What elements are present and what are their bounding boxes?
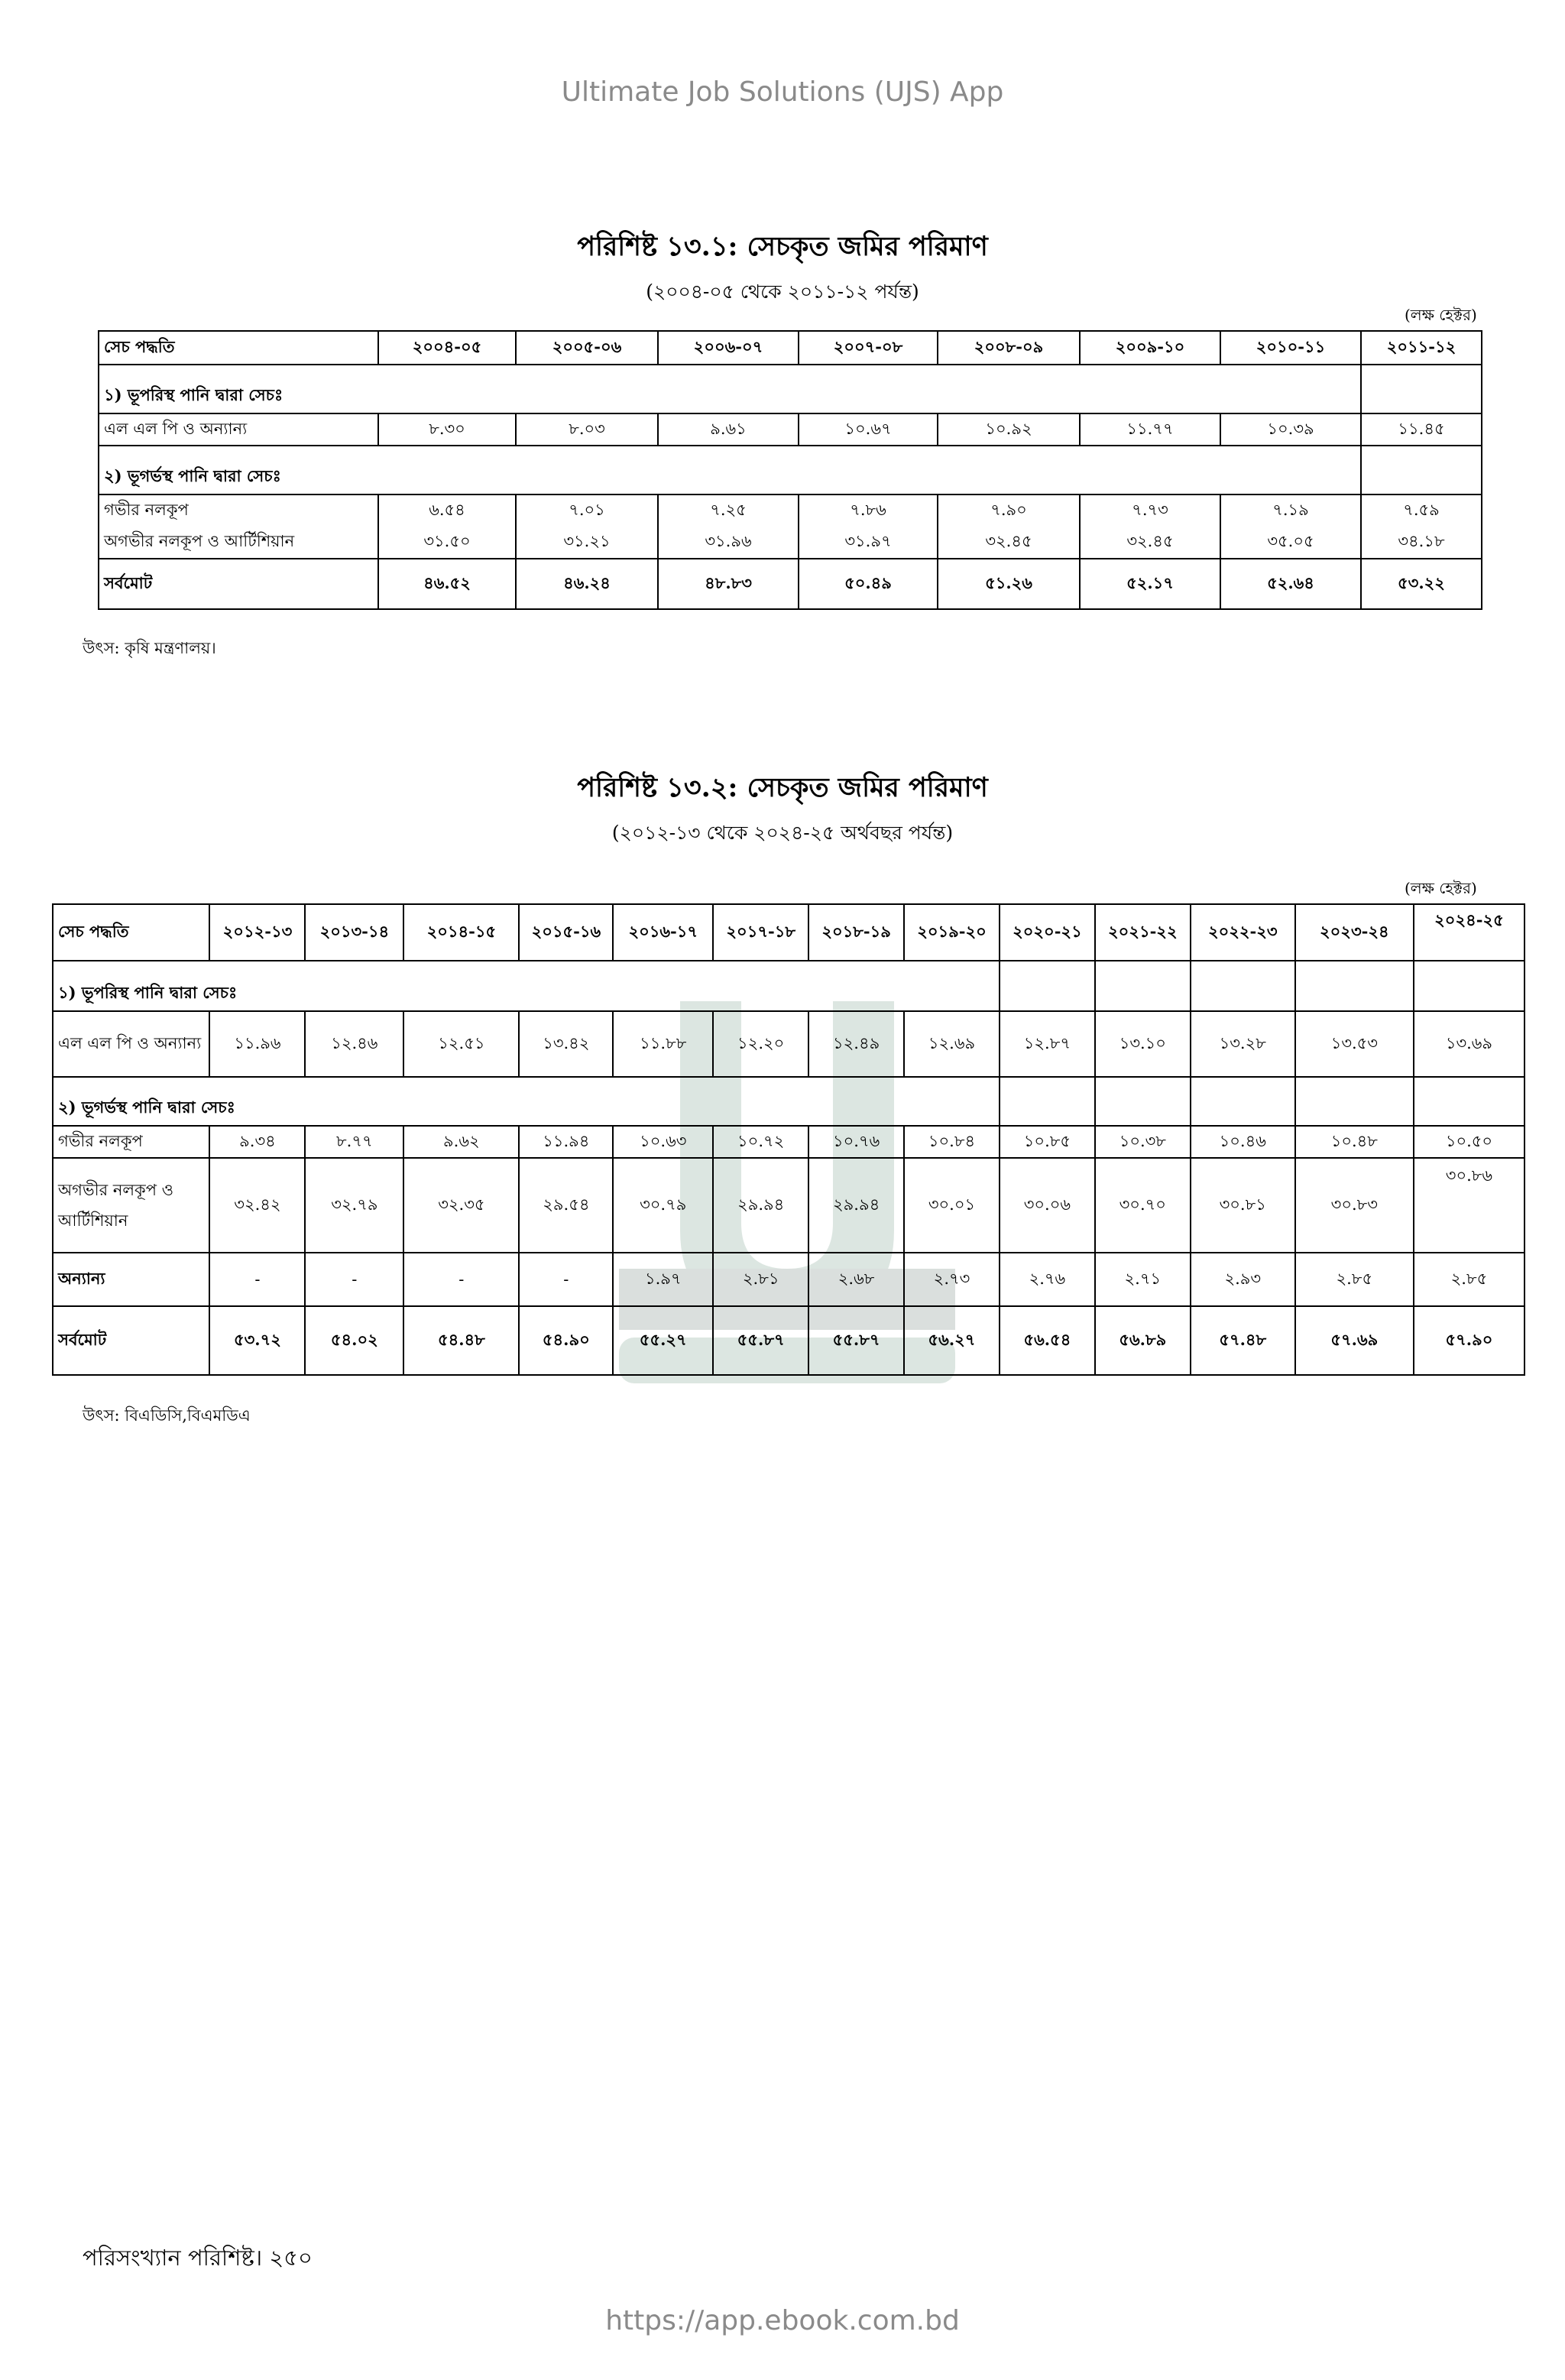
table-cell: ৪৮.৮৩ bbox=[658, 559, 799, 609]
table-cell: ২৯.৫৪ bbox=[519, 1158, 613, 1253]
year-header: ২০১২-১৩ bbox=[209, 904, 305, 961]
table1-header-label: সেচ পদ্ধতি bbox=[99, 331, 378, 365]
table-cell: ৩২.৪২ bbox=[209, 1158, 305, 1253]
table-cell: ৩০.০১ bbox=[904, 1158, 1000, 1253]
table-cell: ৭.৫৯ bbox=[1361, 494, 1482, 527]
table-cell: ৭.১৯ bbox=[1220, 494, 1361, 527]
table1-unit: (লক্ষ হেক্টর) bbox=[1405, 306, 1477, 324]
row-label: গভীর নলকূপ bbox=[53, 1126, 209, 1158]
table-cell: ৩০.৮৬ bbox=[1414, 1158, 1524, 1253]
table-cell: ১২.৪৯ bbox=[808, 1011, 904, 1077]
row-label: এল এল পি ও অন্যান্য bbox=[53, 1011, 209, 1077]
row-label: অন্যান্য bbox=[53, 1253, 209, 1306]
table-cell: ২.৮১ bbox=[713, 1253, 808, 1306]
table-cell: ১০.৩৮ bbox=[1095, 1126, 1191, 1158]
empty-cell bbox=[1095, 1077, 1191, 1126]
table1-row-total bbox=[99, 559, 1482, 609]
table-cell: ৫৫.৮৭ bbox=[713, 1306, 808, 1375]
table-cell: ১১.৭৭ bbox=[1080, 413, 1220, 446]
table1-header-row bbox=[99, 331, 1482, 365]
table-cell: ৫৪.৪৮ bbox=[403, 1306, 519, 1375]
table2-section2-row bbox=[53, 1077, 1524, 1126]
table2-row-lpp bbox=[53, 1011, 1524, 1077]
table-cell: ৯.৬১ bbox=[658, 413, 799, 446]
table-cell: ১০.৯২ bbox=[938, 413, 1080, 446]
year-header: ২০২৩-২৪ bbox=[1295, 904, 1414, 961]
table2-section1-row bbox=[53, 961, 1524, 1011]
table2-section1-label: ১) ভূপরিস্থ পানি দ্বারা সেচঃ bbox=[53, 961, 1000, 1011]
table-cell: ৩১.৯৭ bbox=[799, 527, 938, 559]
table1-section2-row bbox=[99, 446, 1482, 494]
table-cell: ৫২.৬৪ bbox=[1220, 559, 1361, 609]
year-header: ২০১০-১১ bbox=[1220, 331, 1361, 365]
table1-section1-label: ১) ভূপরিস্থ পানি দ্বারা সেচঃ bbox=[99, 365, 1361, 413]
table2-header-label: সেচ পদ্ধতি bbox=[53, 904, 209, 961]
table2 bbox=[52, 903, 1525, 1376]
table-cell: ৭.৯০ bbox=[938, 494, 1080, 527]
table-cell: ৫৭.৯০ bbox=[1414, 1306, 1524, 1375]
year-header: ২০১৩-১৪ bbox=[305, 904, 403, 961]
table-cell: ৫৫.৮৭ bbox=[808, 1306, 904, 1375]
table-cell: ৭.৭৩ bbox=[1080, 494, 1220, 527]
row-label: সর্বমোট bbox=[53, 1306, 209, 1375]
year-header: ২০২২-২৩ bbox=[1191, 904, 1295, 961]
year-header: ২০০৯-১০ bbox=[1080, 331, 1220, 365]
table-cell: ৯.৩৪ bbox=[209, 1126, 305, 1158]
year-header: ২০২১-২২ bbox=[1095, 904, 1191, 961]
year-header: ২০১৫-১৬ bbox=[519, 904, 613, 961]
table-cell: ৭.৮৬ bbox=[799, 494, 938, 527]
table-cell: ১১.৪৫ bbox=[1361, 413, 1482, 446]
table-cell: ৩১.২১ bbox=[516, 527, 658, 559]
table-cell: ৩০.৮১ bbox=[1191, 1158, 1295, 1253]
table-cell: ৩৪.১৮ bbox=[1361, 527, 1482, 559]
table-cell: ৫৬.৫৪ bbox=[1000, 1306, 1095, 1375]
table1-source: উৎস: কৃষি মন্ত্রণালয়। bbox=[83, 639, 216, 657]
table1-subtitle: (২০০৪-০৫ থেকে ২০১১-১২ পর্যন্ত) bbox=[646, 280, 919, 303]
table-cell: ১০.৪৮ bbox=[1295, 1126, 1414, 1158]
empty-cell bbox=[1414, 961, 1524, 1011]
table-cell: ৩২.৪৫ bbox=[938, 527, 1080, 559]
year-header: ২০১৮-১৯ bbox=[808, 904, 904, 961]
table-cell: ১০.৮৪ bbox=[904, 1126, 1000, 1158]
year-header: ২০১১-১২ bbox=[1361, 331, 1482, 365]
table-cell: ১০.৪৬ bbox=[1191, 1126, 1295, 1158]
table-cell: ২.৭১ bbox=[1095, 1253, 1191, 1306]
year-header: ২০০৬-০৭ bbox=[658, 331, 799, 365]
year-header: ২০০৮-০৯ bbox=[938, 331, 1080, 365]
table-cell: ১১.৯৪ bbox=[519, 1126, 613, 1158]
table-cell: ৩১.৫০ bbox=[378, 527, 516, 559]
table2-row-total bbox=[53, 1306, 1524, 1375]
table-cell: ১২.৮৭ bbox=[1000, 1011, 1095, 1077]
table-cell: ৩০.৭০ bbox=[1095, 1158, 1191, 1253]
table-cell: ১২.৫১ bbox=[403, 1011, 519, 1077]
table-cell: ৭.০১ bbox=[516, 494, 658, 527]
row-label: এল এল পি ও অন্যান্য bbox=[99, 413, 378, 446]
table2-unit: (লক্ষ হেক্টর) bbox=[1405, 879, 1477, 897]
table2-title: পরিশিষ্ট ১৩.২: সেচকৃত জমির পরিমাণ bbox=[577, 772, 988, 803]
table-cell: ২৯.৯৪ bbox=[808, 1158, 904, 1253]
table-cell: ৩১.৯৬ bbox=[658, 527, 799, 559]
table-cell: ৩০.৭৯ bbox=[613, 1158, 713, 1253]
table2-row-other bbox=[53, 1253, 1524, 1306]
table-cell: ১২.৬৯ bbox=[904, 1011, 1000, 1077]
table1-section1-row bbox=[99, 365, 1482, 413]
table2-row-shallow bbox=[53, 1158, 1524, 1253]
year-header: ২০০৪-০৫ bbox=[378, 331, 516, 365]
table-cell: ১০.৮৫ bbox=[1000, 1126, 1095, 1158]
table-cell: ১০.৩৯ bbox=[1220, 413, 1361, 446]
table-cell: ৫২.১৭ bbox=[1080, 559, 1220, 609]
table-cell: ৫৪.০২ bbox=[305, 1306, 403, 1375]
table-cell: ৪৬.২৪ bbox=[516, 559, 658, 609]
table-cell: ৩০.০৬ bbox=[1000, 1158, 1095, 1253]
table-cell: ৫৬.২৭ bbox=[904, 1306, 1000, 1375]
table-cell: ১৩.১০ bbox=[1095, 1011, 1191, 1077]
page-footer-label: পরিসংখ্যান পরিশিষ্ট। ২৫০ bbox=[83, 2245, 313, 2271]
year-header: ২০০৫-০৬ bbox=[516, 331, 658, 365]
table-cell: ২৯.৯৪ bbox=[713, 1158, 808, 1253]
empty-cell bbox=[1191, 961, 1295, 1011]
table2-subtitle: (২০১২-১৩ থেকে ২০২৪-২৫ অর্থবছর পর্যন্ত) bbox=[611, 822, 954, 844]
table-cell: ৭.২৫ bbox=[658, 494, 799, 527]
footer-url[interactable]: https://app.ebook.com.bd bbox=[605, 2305, 960, 2336]
year-header: ২০০৭-০৮ bbox=[799, 331, 938, 365]
table-cell: ১০.৬৩ bbox=[613, 1126, 713, 1158]
row-label: গভীর নলকূপ bbox=[99, 494, 378, 527]
year-header: ২০১৬-১৭ bbox=[613, 904, 713, 961]
table-cell: ৫৪.৯০ bbox=[519, 1306, 613, 1375]
year-header: ২০২৪-২৫ bbox=[1414, 904, 1524, 961]
table1-section2-label: ২) ভূগর্ভস্থ পানি দ্বারা সেচঃ bbox=[99, 446, 1361, 494]
table-cell: ২.৯৩ bbox=[1191, 1253, 1295, 1306]
table-cell: ৬.৫৪ bbox=[378, 494, 516, 527]
table-cell: ২.৭৩ bbox=[904, 1253, 1000, 1306]
table-cell: ৫১.২৬ bbox=[938, 559, 1080, 609]
table1-title: পরিশিষ্ট ১৩.১: সেচকৃত জমির পরিমাণ bbox=[577, 231, 988, 262]
table-cell: ১১.৯৬ bbox=[209, 1011, 305, 1077]
empty-cell bbox=[1191, 1077, 1295, 1126]
table-cell: ১.৯৭ bbox=[613, 1253, 713, 1306]
row-label: অগভীর নলকূপ ও আর্টিশিয়ান bbox=[99, 527, 378, 559]
table-cell: ১১.৮৮ bbox=[613, 1011, 713, 1077]
year-header: ২০১৭-১৮ bbox=[713, 904, 808, 961]
table2-source: উৎস: বিএডিসি,বিএমডিএ bbox=[83, 1406, 251, 1425]
table-cell: ৮.৩০ bbox=[378, 413, 516, 446]
table-cell: ১৩.২৮ bbox=[1191, 1011, 1295, 1077]
table-cell: ২.৮৫ bbox=[1295, 1253, 1414, 1306]
table-cell: ২.৬৮ bbox=[808, 1253, 904, 1306]
table-cell: ৫৫.২৭ bbox=[613, 1306, 713, 1375]
app-header-title: Ultimate Job Solutions (UJS) App bbox=[561, 76, 1004, 108]
table-cell: - bbox=[305, 1253, 403, 1306]
table1-row-shallow bbox=[99, 527, 1482, 559]
row-label: অগভীর নলকূপ ও আর্টিশিয়ান bbox=[53, 1158, 209, 1253]
table-cell: ১০.৬৭ bbox=[799, 413, 938, 446]
empty-cell bbox=[1361, 365, 1482, 413]
empty-cell bbox=[1361, 446, 1482, 494]
table-cell: ২.৭৬ bbox=[1000, 1253, 1095, 1306]
table-cell: - bbox=[403, 1253, 519, 1306]
table-cell: ১৩.৪২ bbox=[519, 1011, 613, 1077]
table-cell: ১০.৭৬ bbox=[808, 1126, 904, 1158]
table1-heading bbox=[0, 225, 1565, 310]
table-cell: ৫৩.৭২ bbox=[209, 1306, 305, 1375]
table-cell: ১০.৭২ bbox=[713, 1126, 808, 1158]
row-label: সর্বমোট bbox=[99, 559, 378, 609]
empty-cell bbox=[1000, 961, 1095, 1011]
table-cell: - bbox=[209, 1253, 305, 1306]
table-cell: ১০.৫০ bbox=[1414, 1126, 1524, 1158]
empty-cell bbox=[1295, 1077, 1414, 1126]
year-header: ২০১৯-২০ bbox=[904, 904, 1000, 961]
table2-section2-label: ২) ভূগর্ভস্থ পানি দ্বারা সেচঃ bbox=[53, 1077, 1000, 1126]
table-cell: ৮.০৩ bbox=[516, 413, 658, 446]
table1-row-deep bbox=[99, 494, 1482, 527]
table2-heading bbox=[0, 767, 1565, 851]
table-cell: ৪৬.৫২ bbox=[378, 559, 516, 609]
empty-cell bbox=[1414, 1077, 1524, 1126]
table-cell: ২.৮৫ bbox=[1414, 1253, 1524, 1306]
table-cell: ৩২.৭৯ bbox=[305, 1158, 403, 1253]
table-cell: ৩২.৩৫ bbox=[403, 1158, 519, 1253]
table-cell: ১২.৪৬ bbox=[305, 1011, 403, 1077]
empty-cell bbox=[1000, 1077, 1095, 1126]
table-cell: ১৩.৬৯ bbox=[1414, 1011, 1524, 1077]
table1 bbox=[98, 330, 1482, 610]
year-header: ২০১৪-১৫ bbox=[403, 904, 519, 961]
table-cell: ৩২.৪৫ bbox=[1080, 527, 1220, 559]
table-cell: ৫৩.২২ bbox=[1361, 559, 1482, 609]
table1-row-lpp bbox=[99, 413, 1482, 446]
table2-row-deep bbox=[53, 1126, 1524, 1158]
table-cell: ৫৭.৪৮ bbox=[1191, 1306, 1295, 1375]
table-cell: ৫৭.৬৯ bbox=[1295, 1306, 1414, 1375]
table-cell: - bbox=[519, 1253, 613, 1306]
empty-cell bbox=[1095, 961, 1191, 1011]
table-cell: ৫৬.৮৯ bbox=[1095, 1306, 1191, 1375]
table-cell: ৯.৬২ bbox=[403, 1126, 519, 1158]
table-cell: ৮.৭৭ bbox=[305, 1126, 403, 1158]
table-cell: ১৩.৫৩ bbox=[1295, 1011, 1414, 1077]
empty-cell bbox=[1295, 961, 1414, 1011]
table-cell: ১২.২০ bbox=[713, 1011, 808, 1077]
table-cell: ৫০.৪৯ bbox=[799, 559, 938, 609]
table2-header-row bbox=[53, 904, 1524, 961]
year-header: ২০২০-২১ bbox=[1000, 904, 1095, 961]
table-cell: ৩০.৮৩ bbox=[1295, 1158, 1414, 1253]
table-cell: ৩৫.০৫ bbox=[1220, 527, 1361, 559]
